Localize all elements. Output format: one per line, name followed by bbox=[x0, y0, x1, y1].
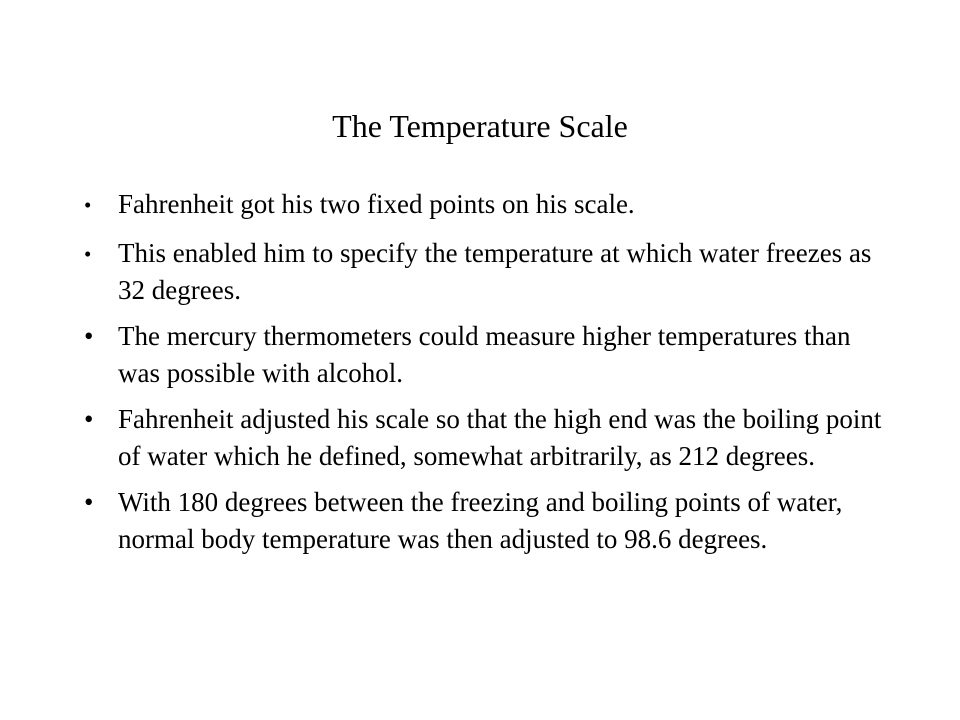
bullet-item bbox=[84, 235, 884, 309]
bullet-text: Fahrenheit got his two fixed points on his scale. bbox=[118, 189, 635, 219]
bullet-icon: • bbox=[84, 487, 94, 517]
bullet-text: Fahrenheit adjusted his scale so that the high end was the boiling point of water which he defined, somewhat arbitrarily, as 212 degrees. bbox=[118, 404, 882, 471]
bullet-icon: • bbox=[84, 193, 92, 217]
bullet-text: The mercury thermometers could measure higher temperatures than was possible with alcohol. bbox=[118, 321, 851, 388]
slide-title: The Temperature Scale bbox=[332, 108, 628, 144]
bullet-icon: • bbox=[84, 321, 94, 351]
bullet-text: This enabled him to specify the temperature at which water freezes as 32 degrees. bbox=[118, 238, 872, 305]
bullet-item bbox=[84, 484, 884, 558]
bullet-icon: • bbox=[84, 242, 92, 266]
bullet-text: With 180 degrees between the freezing and boiling points of water, normal body temperature was then adjusted to 98.6 degrees. bbox=[118, 487, 843, 554]
bullet-list bbox=[84, 186, 884, 567]
bullet-icon: • bbox=[84, 404, 94, 434]
bullet-item bbox=[84, 401, 884, 475]
bullet-item bbox=[84, 318, 884, 392]
bullet-item bbox=[84, 186, 884, 223]
